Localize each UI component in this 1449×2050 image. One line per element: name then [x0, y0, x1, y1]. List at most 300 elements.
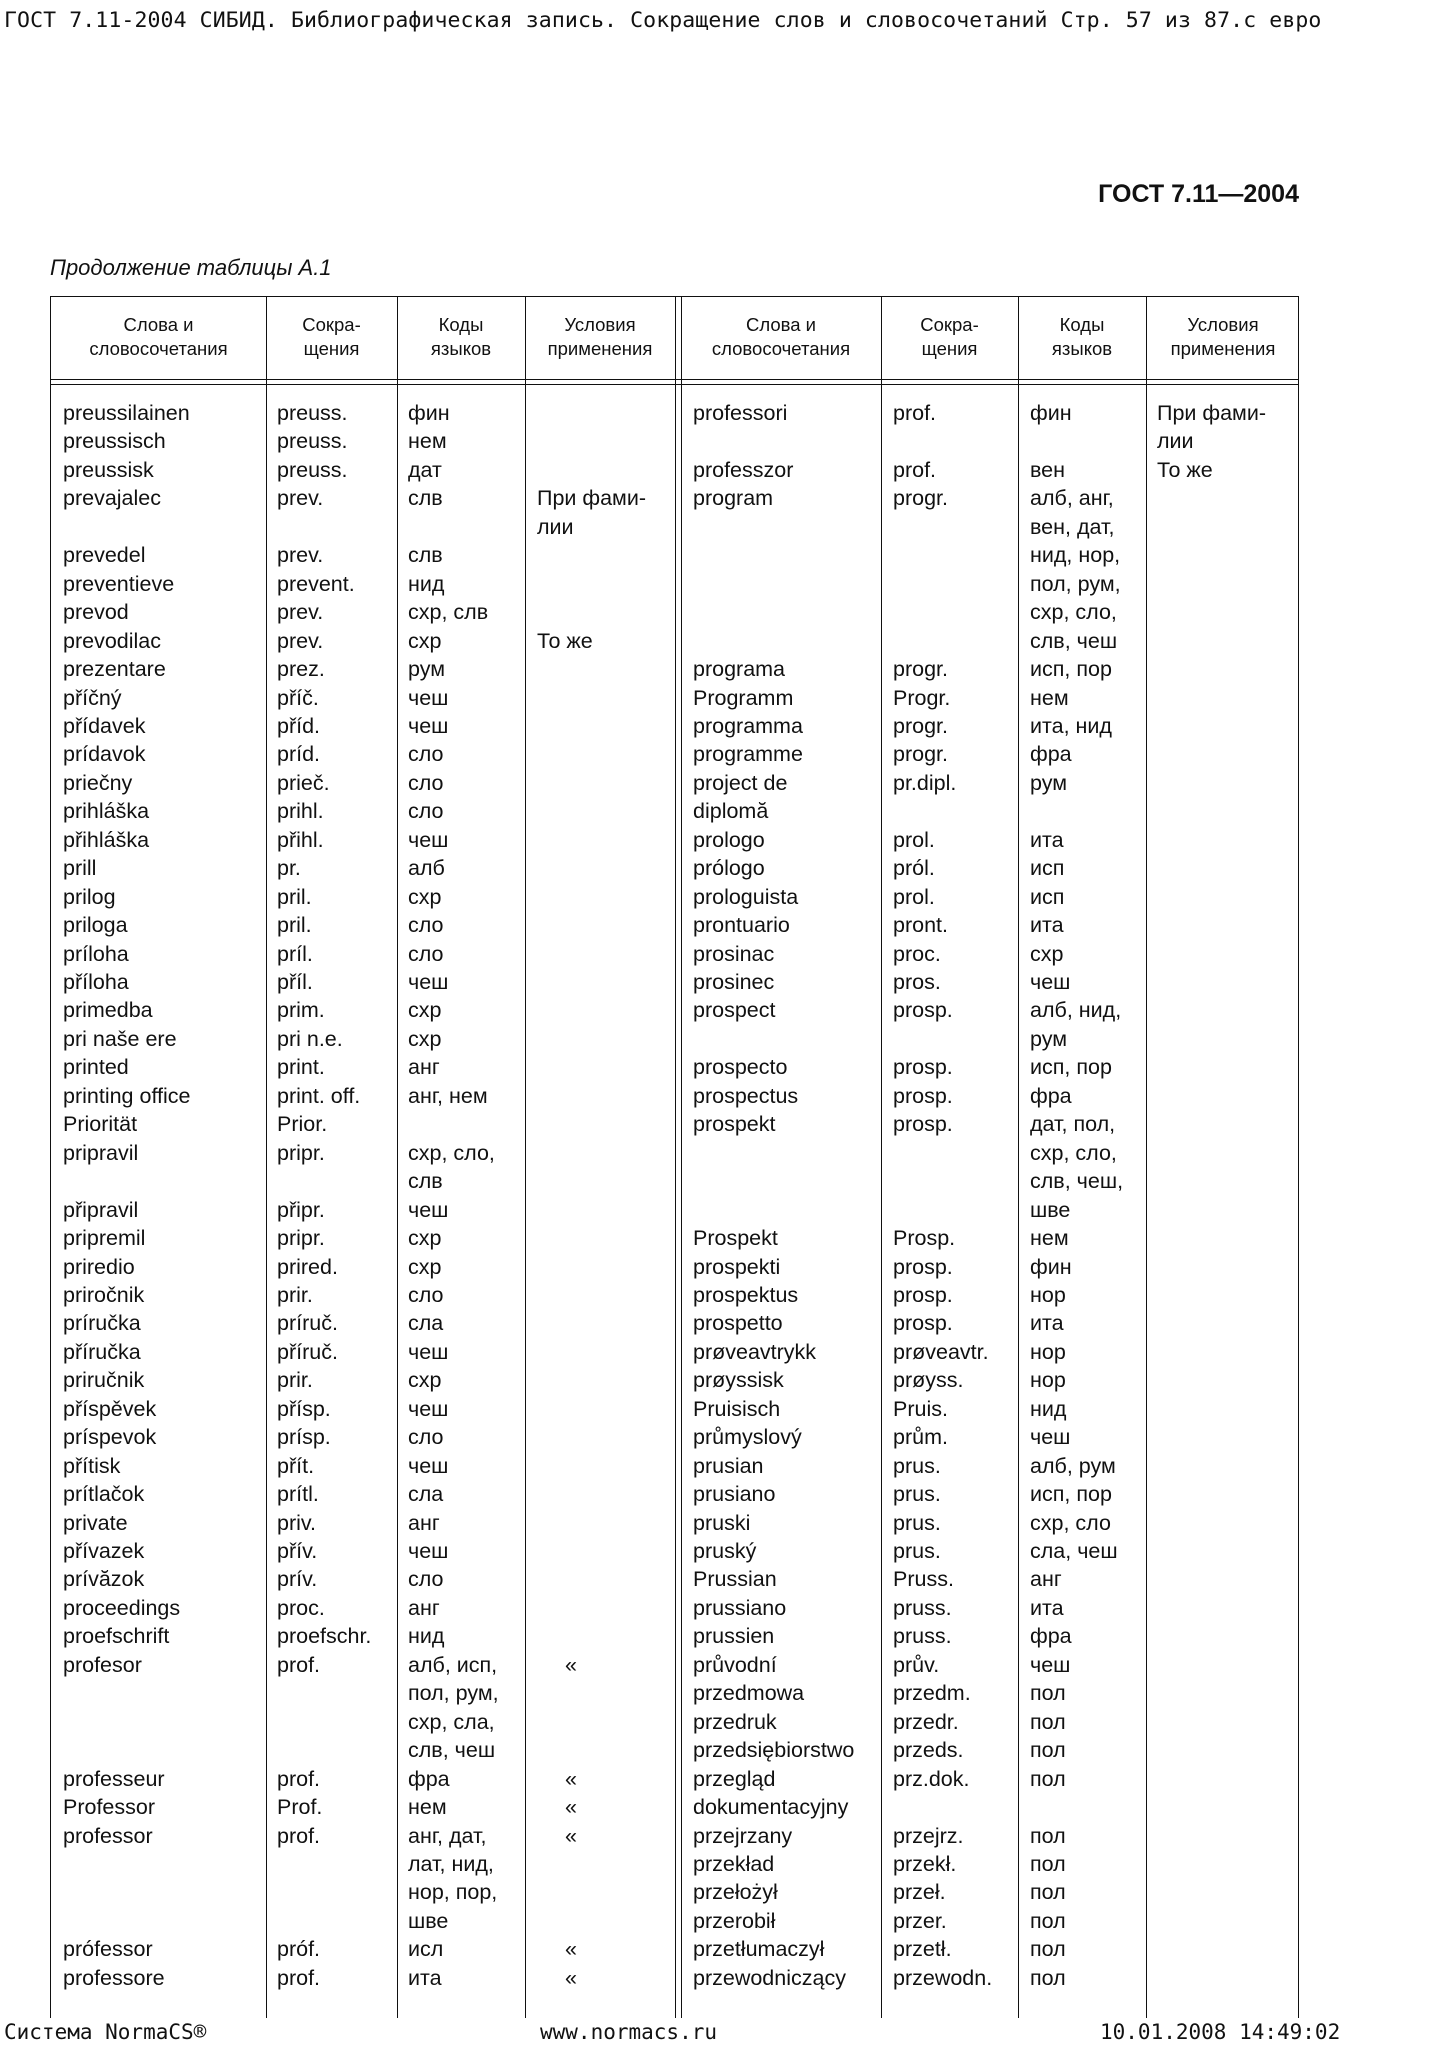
right-cell-lang-codes: схр, сло,	[1030, 1140, 1117, 1165]
left-cell-abbrev: přít.	[277, 1453, 315, 1478]
right-cell-lang-codes: алб, рум	[1030, 1453, 1116, 1478]
right-cell-abbrev: przedm.	[893, 1681, 971, 1706]
left-cell-condition: лии	[537, 514, 574, 539]
right-cell-word: prospetto	[693, 1311, 783, 1336]
right-cell-word: prusian	[693, 1453, 764, 1478]
right-cell-lang-codes: нор	[1030, 1368, 1066, 1393]
right-cell-word: diplomă	[693, 799, 769, 824]
right-cell-abbrev: prz.dok.	[893, 1766, 970, 1791]
right-cell-abbrev: prosp.	[893, 1083, 953, 1108]
right-cell-word: prosinec	[693, 970, 775, 994]
left-cell-condition: «	[565, 1823, 577, 1848]
right-cell-lang-codes: ита, нид	[1030, 713, 1112, 738]
left-cell-abbrev: prevent.	[277, 571, 355, 596]
left-cell-word: preussisch	[63, 429, 166, 454]
left-cell-lang-codes: лат, нид,	[408, 1851, 494, 1876]
left-cell-lang-codes: схр	[408, 1368, 442, 1393]
right-cell-word: przedsiębiorstwo	[693, 1738, 855, 1763]
right-cell-word: prussien	[693, 1624, 775, 1649]
table-continuation-caption: Продолжение таблицы А.1	[50, 255, 332, 280]
left-cell-word: professore	[63, 1965, 165, 1990]
left-cell-lang-codes: чеш	[408, 685, 449, 710]
document-code: ГОСТ 7.11—2004	[1098, 180, 1299, 208]
left-cell-abbrev: přísp.	[277, 1396, 331, 1421]
left-cell-abbrev: pripr.	[277, 1140, 325, 1165]
left-cell-lang-codes: слв	[408, 1169, 443, 1194]
left-cell-lang-codes: слв	[408, 543, 443, 568]
left-cell-lang-codes: анг, дат,	[408, 1823, 487, 1848]
right-cell-lang-codes: пол	[1030, 1880, 1066, 1905]
left-cell-lang-codes: схр	[408, 1026, 442, 1051]
right-cell-word: Prussian	[693, 1567, 777, 1592]
header-divider	[51, 384, 1298, 385]
right-cell-abbrev: przekł.	[893, 1851, 957, 1876]
left-cell-word: proefschrift	[63, 1624, 170, 1649]
right-cell-abbrev: prosp.	[893, 1055, 953, 1080]
left-cell-word: prill	[63, 856, 97, 881]
left-cell-word: prihláška	[63, 799, 150, 824]
left-cell-lang-codes: схр	[408, 1254, 442, 1279]
left-cell-word: príručka	[63, 1311, 141, 1336]
column-divider	[266, 297, 267, 2018]
left-cell-lang-codes: исл	[408, 1937, 444, 1962]
right-cell-lang-codes: нор	[1030, 1339, 1066, 1364]
right-cell-abbrev: przewodn.	[893, 1965, 993, 1990]
right-cell-abbrev: prosp.	[893, 1254, 953, 1279]
right-cell-lang-codes: пол, рум,	[1030, 571, 1121, 596]
header-lang-codes: Коды языков	[1051, 314, 1113, 359]
left-cell-abbrev: prihl.	[277, 799, 324, 824]
right-cell-lang-codes: сла, чеш	[1030, 1539, 1118, 1563]
right-cell-word: prosinac	[693, 941, 775, 966]
left-cell-abbrev: príd.	[277, 742, 321, 767]
right-cell-lang-codes: пол	[1030, 1965, 1066, 1990]
right-cell-abbrev: progr.	[893, 486, 948, 511]
right-cell-abbrev: przetł.	[893, 1937, 952, 1962]
right-cell-lang-codes: нем	[1030, 685, 1069, 710]
left-cell-word: příručka	[63, 1339, 141, 1364]
left-cell-word: priručnik	[63, 1368, 145, 1393]
left-cell-lang-codes: нем	[408, 1795, 447, 1820]
left-cell-lang-codes: сло	[408, 1282, 444, 1307]
right-cell-lang-codes: исп, пор	[1030, 1055, 1112, 1080]
right-cell-word: prologuista	[693, 884, 799, 909]
left-cell-lang-codes: алб	[408, 856, 445, 881]
right-cell-abbrev: pruss.	[893, 1595, 952, 1620]
left-cell-abbrev: Prof.	[277, 1795, 323, 1820]
left-cell-word: pripremil	[63, 1226, 146, 1251]
left-cell-abbrev: preuss.	[277, 457, 348, 482]
left-cell-word: přítisk	[63, 1453, 121, 1478]
right-cell-condition: То же	[1157, 457, 1213, 482]
right-cell-lang-codes: чеш	[1030, 1425, 1071, 1450]
right-cell-word: przewodniczący	[693, 1965, 846, 1990]
left-cell-word: přívazek	[63, 1539, 145, 1563]
right-cell-word: průvodní	[693, 1652, 777, 1677]
right-cell-word: prusiano	[693, 1482, 776, 1507]
left-cell-lang-codes: сло	[408, 1567, 444, 1592]
left-cell-abbrev: prir.	[277, 1368, 313, 1393]
left-cell-lang-codes: схр	[408, 998, 442, 1023]
abbreviations-table	[50, 296, 1299, 2018]
right-cell-abbrev: prův.	[893, 1652, 940, 1677]
left-cell-condition: При фами-	[537, 486, 646, 511]
right-cell-lang-codes: пол	[1030, 1908, 1066, 1933]
left-cell-word: Priorität	[63, 1112, 138, 1137]
left-cell-word: prevedel	[63, 543, 146, 568]
left-cell-abbrev: proefschr.	[277, 1624, 372, 1649]
left-cell-word: prófessor	[63, 1937, 153, 1962]
right-cell-lang-codes: исп	[1030, 884, 1065, 909]
left-cell-word: přídavek	[63, 713, 146, 738]
left-cell-word: preventieve	[63, 571, 175, 596]
right-cell-lang-codes: нид, нор,	[1030, 543, 1121, 568]
right-cell-word: professzor	[693, 457, 794, 482]
left-cell-word: příspěvek	[63, 1396, 157, 1421]
right-cell-word: pruski	[693, 1510, 751, 1535]
right-cell-abbrev: przer.	[893, 1908, 947, 1933]
left-cell-lang-codes: анг	[408, 1595, 440, 1620]
right-cell-abbrev: pros.	[893, 970, 941, 994]
left-cell-lang-codes: схр, слв	[408, 600, 489, 625]
left-cell-abbrev: prív.	[277, 1567, 318, 1592]
left-cell-abbrev: pril.	[277, 913, 312, 938]
header-abbrev: Сокра- щения	[302, 314, 361, 359]
right-cell-abbrev: pront.	[893, 913, 948, 938]
left-cell-word: preussilainen	[63, 401, 190, 425]
left-cell-word: prívăzok	[63, 1567, 145, 1592]
footer-website: www.normacs.ru	[540, 2020, 718, 2044]
left-cell-word: prilog	[63, 884, 116, 909]
right-cell-lang-codes: алб, нид,	[1030, 998, 1122, 1023]
right-cell-word: Prospekt	[693, 1226, 778, 1251]
left-cell-abbrev: prev.	[277, 628, 324, 653]
right-cell-lang-codes: схр, сло	[1030, 1510, 1111, 1535]
right-cell-lang-codes: дат, пол,	[1030, 1112, 1116, 1137]
left-cell-lang-codes: чеш	[408, 1396, 449, 1421]
right-cell-lang-codes: анг	[1030, 1567, 1062, 1592]
left-cell-abbrev: přihl.	[277, 827, 324, 852]
right-cell-abbrev: prus.	[893, 1539, 941, 1563]
left-cell-lang-codes: сло	[408, 941, 444, 966]
left-cell-abbrev: prof.	[277, 1965, 321, 1990]
left-cell-abbrev: prez.	[277, 657, 325, 682]
right-cell-lang-codes: фин	[1030, 401, 1072, 425]
right-cell-abbrev: Prosp.	[893, 1226, 956, 1251]
header-abbrev: Сокра- щения	[920, 314, 979, 359]
right-cell-lang-codes: рум	[1030, 1026, 1068, 1051]
right-cell-lang-codes: рум	[1030, 770, 1068, 795]
right-cell-abbrev: progr.	[893, 742, 948, 767]
left-cell-abbrev: příruč.	[277, 1339, 338, 1364]
left-cell-condition: «	[565, 1937, 577, 1962]
left-cell-lang-codes: анг	[408, 1510, 440, 1535]
left-cell-lang-codes: чеш	[408, 1197, 449, 1222]
left-cell-lang-codes: дат	[408, 457, 442, 482]
left-cell-lang-codes: анг, нем	[408, 1083, 488, 1108]
left-cell-word: príloha	[63, 941, 129, 966]
left-cell-abbrev: príl.	[277, 941, 313, 966]
right-cell-abbrev: Pruis.	[893, 1396, 948, 1421]
right-cell-word: prospecto	[693, 1055, 788, 1080]
left-cell-abbrev: prítl.	[277, 1482, 319, 1507]
right-cell-lang-codes: ита	[1030, 827, 1064, 852]
left-cell-word: príspevok	[63, 1425, 157, 1450]
right-cell-word: program	[693, 486, 774, 511]
left-cell-lang-codes: сло	[408, 913, 444, 938]
right-cell-abbrev: prosp.	[893, 1112, 953, 1137]
left-cell-condition: «	[565, 1652, 577, 1677]
right-cell-abbrev: prøveavtr.	[893, 1339, 989, 1364]
header-lang-codes: Коды языков	[430, 314, 492, 359]
left-cell-abbrev: prof.	[277, 1652, 321, 1677]
left-cell-abbrev: print.	[277, 1055, 325, 1080]
left-cell-word: preussisk	[63, 457, 154, 482]
left-cell-word: priročnik	[63, 1282, 145, 1307]
left-cell-word: přihláška	[63, 827, 150, 852]
left-cell-lang-codes: алб, исп,	[408, 1652, 498, 1677]
left-cell-lang-codes: схр	[408, 884, 442, 909]
left-cell-word: pri naše ere	[63, 1026, 177, 1051]
right-cell-word: przełożył	[693, 1880, 778, 1905]
left-cell-lang-codes: сла	[408, 1311, 444, 1336]
left-cell-lang-codes: нид	[408, 1624, 445, 1649]
left-cell-abbrev: prísp.	[277, 1425, 331, 1450]
right-cell-abbrev: prus.	[893, 1482, 941, 1507]
left-cell-abbrev: přív.	[277, 1539, 318, 1563]
left-cell-abbrev: príruč.	[277, 1311, 338, 1336]
right-cell-word: prontuario	[693, 913, 790, 938]
window-title: ГОСТ 7.11-2004 СИБИД. Библиографическая запись. Сокращение слов и словосочетаний Стр. 57 из 87.с евро	[4, 8, 1322, 33]
left-cell-lang-codes: слв, чеш	[408, 1738, 496, 1763]
right-cell-word: prussiano	[693, 1595, 787, 1620]
left-cell-condition: «	[565, 1766, 577, 1791]
left-cell-lang-codes: схр	[408, 628, 442, 653]
right-cell-lang-codes: шве	[1030, 1197, 1071, 1222]
right-cell-abbrev: prøyss.	[893, 1368, 964, 1393]
right-cell-condition: лии	[1157, 429, 1194, 454]
column-divider	[397, 297, 398, 2018]
column-divider	[881, 297, 882, 2018]
left-cell-lang-codes: схр	[408, 1226, 442, 1251]
right-cell-word: project de	[693, 770, 788, 795]
right-cell-lang-codes: пол	[1030, 1937, 1066, 1962]
left-cell-lang-codes: слв	[408, 486, 443, 511]
header-conditions: Условия применения	[1170, 314, 1276, 359]
right-cell-lang-codes: пол	[1030, 1681, 1066, 1706]
left-cell-lang-codes: чеш	[408, 1339, 449, 1364]
right-cell-word: prologo	[693, 827, 765, 852]
right-cell-lang-codes: нид	[1030, 1396, 1067, 1421]
left-cell-word: professeur	[63, 1766, 165, 1791]
right-cell-lang-codes: схр, сло,	[1030, 600, 1117, 625]
left-cell-lang-codes: нид	[408, 571, 445, 596]
left-cell-abbrev: prof.	[277, 1766, 321, 1791]
left-cell-abbrev: příd.	[277, 713, 321, 738]
left-cell-word: printed	[63, 1055, 129, 1080]
left-cell-lang-codes: ита	[408, 1965, 442, 1990]
right-cell-lang-codes: исп, пор	[1030, 1482, 1112, 1507]
left-cell-abbrev: prim.	[277, 998, 325, 1023]
right-cell-abbrev: przejrz.	[893, 1823, 964, 1848]
right-cell-word: průmyslový	[693, 1425, 802, 1450]
right-cell-abbrev: Pruss.	[893, 1567, 954, 1592]
right-cell-word: programme	[693, 742, 803, 767]
left-cell-word: printing office	[63, 1083, 191, 1108]
left-cell-word: prezentare	[63, 657, 166, 682]
right-cell-lang-codes: пол	[1030, 1823, 1066, 1848]
right-cell-abbrev: prům.	[893, 1425, 948, 1450]
footer-timestamp: 10.01.2008 14:49:02	[1100, 2020, 1341, 2044]
left-cell-word: pripravil	[63, 1140, 139, 1165]
right-cell-word: programma	[693, 713, 803, 738]
header-divider	[51, 379, 1298, 380]
left-cell-abbrev: prir.	[277, 1282, 313, 1307]
left-cell-abbrev: priv.	[277, 1510, 317, 1535]
right-cell-lang-codes: пол	[1030, 1766, 1066, 1791]
left-cell-lang-codes: рум	[408, 657, 446, 682]
right-cell-abbrev: prus.	[893, 1510, 941, 1535]
left-cell-lang-codes: сла	[408, 1482, 444, 1507]
header-words: Слова и словосочетания	[89, 314, 228, 359]
right-cell-abbrev: prol.	[893, 827, 935, 852]
left-cell-word: priredio	[63, 1254, 135, 1279]
left-cell-abbrev: prired.	[277, 1254, 338, 1279]
left-cell-abbrev: prev.	[277, 486, 324, 511]
right-cell-abbrev: przeł.	[893, 1880, 946, 1905]
right-cell-lang-codes: чеш	[1030, 970, 1071, 994]
right-cell-lang-codes: нор	[1030, 1282, 1066, 1307]
left-cell-abbrev: preuss.	[277, 401, 348, 425]
right-cell-abbrev: pruss.	[893, 1624, 952, 1649]
left-cell-abbrev: připr.	[277, 1197, 325, 1222]
left-cell-word: prevodilac	[63, 628, 161, 653]
right-cell-abbrev: progr.	[893, 657, 948, 682]
column-divider	[675, 297, 676, 2018]
right-cell-abbrev: Progr.	[893, 685, 951, 710]
left-cell-abbrev: Prior.	[277, 1112, 328, 1137]
right-cell-lang-codes: пол	[1030, 1709, 1066, 1734]
column-divider	[525, 297, 526, 2018]
left-cell-abbrev: pr.	[277, 856, 301, 881]
column-divider	[1146, 297, 1147, 2018]
right-cell-abbrev: proc.	[893, 941, 941, 966]
right-cell-condition: При фами-	[1157, 401, 1266, 425]
right-cell-word: przedruk	[693, 1709, 777, 1734]
right-cell-lang-codes: схр	[1030, 941, 1064, 966]
right-cell-word: prólogo	[693, 856, 765, 881]
right-cell-lang-codes: алб, анг,	[1030, 486, 1114, 511]
left-cell-lang-codes: пол, рум,	[408, 1681, 499, 1706]
left-cell-word: prítlačok	[63, 1482, 145, 1507]
right-cell-word: Programm	[693, 685, 794, 710]
right-cell-word: przetłumaczył	[693, 1937, 825, 1962]
right-cell-word: prospektus	[693, 1282, 799, 1307]
header-conditions: Условия применения	[547, 314, 653, 359]
left-cell-abbrev: pril.	[277, 884, 312, 909]
left-cell-word: Professor	[63, 1795, 156, 1820]
left-cell-abbrev: pripr.	[277, 1226, 325, 1251]
right-cell-word: przerobił	[693, 1908, 776, 1933]
right-cell-abbrev: pr.dipl.	[893, 770, 957, 795]
right-cell-abbrev: przeds.	[893, 1738, 964, 1763]
left-cell-condition: То же	[537, 628, 593, 653]
left-cell-lang-codes: фра	[408, 1766, 450, 1791]
right-cell-abbrev: prof.	[893, 401, 937, 425]
right-cell-lang-codes: фра	[1030, 1083, 1072, 1108]
right-cell-word: Pruisisch	[693, 1396, 781, 1421]
left-cell-lang-codes: чеш	[408, 713, 449, 738]
left-cell-abbrev: příl.	[277, 970, 313, 994]
right-cell-word: prospect	[693, 998, 776, 1023]
left-cell-lang-codes: сло	[408, 742, 444, 767]
right-cell-abbrev: progr.	[893, 713, 948, 738]
right-cell-lang-codes: слв, чеш,	[1030, 1169, 1124, 1194]
right-cell-lang-codes: слв, чеш	[1030, 628, 1118, 653]
right-cell-lang-codes: вен, дат,	[1030, 514, 1115, 539]
right-cell-lang-codes: ита	[1030, 1595, 1064, 1620]
right-cell-word: przegląd	[693, 1766, 776, 1791]
left-cell-abbrev: proc.	[277, 1595, 325, 1620]
left-cell-word: profesor	[63, 1652, 142, 1677]
left-cell-lang-codes: схр, сло,	[408, 1140, 495, 1165]
left-cell-word: primedba	[63, 998, 153, 1023]
right-cell-abbrev: prof.	[893, 457, 937, 482]
right-cell-lang-codes: исп	[1030, 856, 1065, 881]
right-cell-abbrev: prosp.	[893, 998, 953, 1023]
left-cell-lang-codes: чеш	[408, 970, 449, 994]
right-cell-abbrev: prosp.	[893, 1282, 953, 1307]
left-cell-lang-codes: сло	[408, 1425, 444, 1450]
right-cell-word: przekład	[693, 1851, 775, 1876]
left-cell-lang-codes: чеш	[408, 1453, 449, 1478]
left-cell-word: příloha	[63, 970, 129, 994]
left-cell-lang-codes: чеш	[408, 827, 449, 852]
left-cell-word: professor	[63, 1823, 153, 1848]
right-cell-abbrev: pról.	[893, 856, 935, 881]
left-cell-condition: «	[565, 1965, 577, 1990]
right-cell-lang-codes: фин	[1030, 1254, 1072, 1279]
right-cell-lang-codes: нем	[1030, 1226, 1069, 1251]
left-cell-word: private	[63, 1510, 128, 1535]
left-cell-word: prevod	[63, 600, 129, 625]
right-cell-word: przedmowa	[693, 1681, 805, 1706]
right-cell-word: pruský	[693, 1539, 757, 1563]
left-cell-abbrev: prev.	[277, 600, 324, 625]
right-cell-lang-codes: пол	[1030, 1851, 1066, 1876]
left-cell-word: příčný	[63, 685, 122, 710]
left-cell-lang-codes: нор, пор,	[408, 1880, 498, 1905]
right-cell-lang-codes: чеш	[1030, 1652, 1071, 1677]
column-divider	[681, 297, 682, 2018]
left-cell-lang-codes: чеш	[408, 1539, 449, 1563]
left-cell-lang-codes: схр, сла,	[408, 1709, 495, 1734]
footer-system-name: Система NormaCS®	[4, 2020, 207, 2044]
right-cell-lang-codes: фра	[1030, 742, 1072, 767]
right-cell-abbrev: prus.	[893, 1453, 941, 1478]
left-cell-abbrev: print. off.	[277, 1083, 361, 1108]
right-cell-lang-codes: ита	[1030, 1311, 1064, 1336]
left-cell-lang-codes: сло	[408, 799, 444, 824]
right-cell-lang-codes: пол	[1030, 1738, 1066, 1763]
right-cell-word: prospectus	[693, 1083, 799, 1108]
left-cell-lang-codes: сло	[408, 770, 444, 795]
left-cell-abbrev: preuss.	[277, 429, 348, 454]
right-cell-word: programa	[693, 657, 786, 682]
right-cell-lang-codes: вен	[1030, 457, 1066, 482]
right-cell-word: przejrzany	[693, 1823, 793, 1848]
left-cell-word: prídavok	[63, 742, 146, 767]
